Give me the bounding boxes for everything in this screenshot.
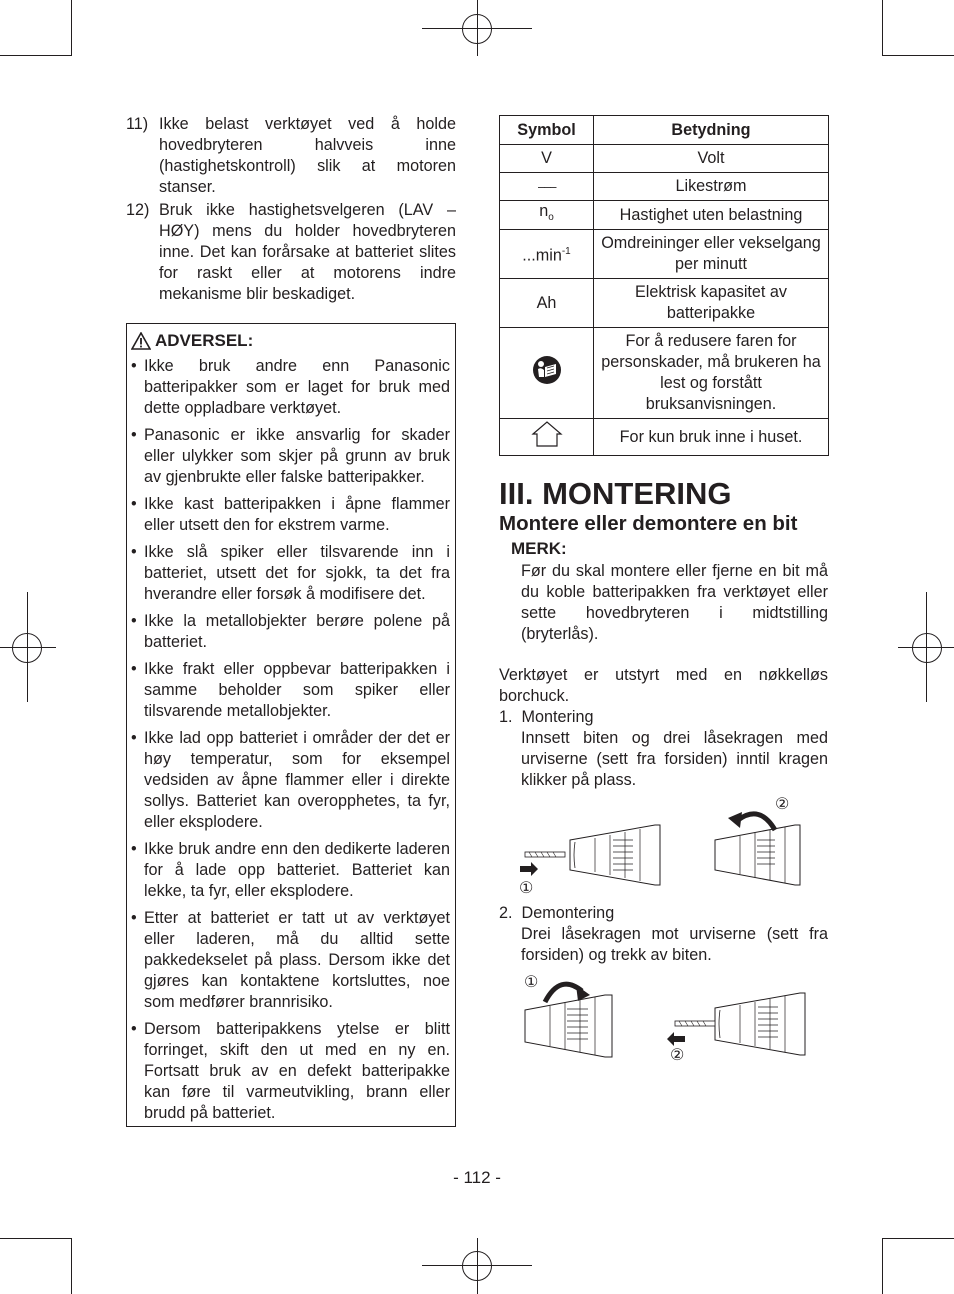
table-row: [500, 145, 829, 173]
bullet-text: Ikke lad opp batteriet i områder der det er høy temperatur, som for eksempel vedsiden av åpne flammer eller i direkte sollys. Batteriet kan overopphetes, ta fyr, eller eksplodere.: [144, 729, 450, 831]
bullet-dot: •: [131, 357, 137, 375]
warning-bullet: [131, 611, 450, 653]
symbol-superscript: -1: [561, 246, 571, 258]
warning-bullet: [131, 659, 450, 722]
bullet-text: Ikke bruk andre enn den dedikerte laderen for å lade opp batteriet. Batteriet kan lekke, ta fyr, eller eksplodere.: [144, 840, 450, 900]
crop-mark: [71, 0, 72, 56]
crop-mark: [71, 1238, 72, 1294]
meaning-cell: Volt: [594, 145, 829, 173]
step-number: 1.: [499, 708, 513, 726]
table-row: [500, 419, 829, 456]
marker-one: ①: [519, 880, 534, 897]
item-number: 12): [126, 201, 150, 219]
meaning-cell: Likestrøm: [594, 173, 829, 201]
meaning-cell: Hastighet uten belastning: [594, 201, 829, 230]
symbol-text: n: [539, 202, 549, 221]
note-label: MERK:: [511, 539, 567, 558]
bullet-text: Etter at batteriet er tatt ut av verktøyet eller laderen, må du alltid sette pakkedekselet på plass. Dersom ikke det gjøres kan kontaktene kortsluttes, noe som medfører brannrisiko.: [144, 909, 450, 1011]
crop-mark: [882, 0, 883, 56]
registration-mark: [912, 633, 942, 663]
read-manual-icon: [532, 355, 562, 385]
bullet-text: Ikke slå spiker eller tilsvarende inn i batteriet, utsett det for sjokk, ta det fra hverandre eller forsøk å modifisere det.: [144, 543, 450, 603]
section-title: III. MONTERING: [499, 476, 732, 511]
numbered-list: [126, 114, 456, 305]
symbol-cell: [500, 201, 594, 230]
symbol-cell: Ah: [500, 279, 594, 328]
chuck-rotate-clockwise-illustration: [700, 800, 810, 890]
table-header: Symbol: [500, 116, 594, 145]
step-title: Demontering: [521, 904, 615, 922]
step-text: Innsett biten og drei låsekragen med urviserne (sett fra forsiden) inntil kragen klikker på plass.: [521, 729, 828, 789]
crop-mark: [882, 1238, 954, 1239]
table-header: Betydning: [594, 116, 829, 145]
warning-bullet: [131, 728, 450, 833]
table-row: [500, 279, 829, 328]
bullet-dot: •: [131, 909, 137, 927]
crop-mark: [882, 1238, 883, 1294]
table-row: [500, 230, 829, 279]
crop-mark: [0, 55, 72, 56]
crop-mark: [477, 1238, 478, 1294]
warning-title: [131, 330, 450, 351]
step-1: [499, 707, 828, 791]
symbol-cell: [500, 328, 594, 419]
table-row: [500, 328, 829, 419]
warning-bullet: [131, 356, 450, 419]
bullet-text: Dersom batteripakkens ytelse er blitt forringet, skift den ut med en ny en. Fortsatt bruk av en defekt batteripakke kan føre til varmeutvikling, brann eller brudd på batteriet.: [144, 1020, 450, 1122]
warning-bullet: [131, 542, 450, 605]
warning-bullet: [131, 1019, 450, 1124]
symbol-subscript: o: [548, 212, 554, 224]
marker-two: ②: [670, 1047, 685, 1064]
crop-mark: [27, 592, 28, 702]
warning-bullet: [131, 839, 450, 902]
symbol-cell: [500, 230, 594, 279]
step-title: Montering: [521, 708, 594, 726]
list-item: [126, 114, 456, 198]
bullet-text: Panasonic er ikke ansvarlig for skader eller ulykker som skjer på grunn av bruk av gjenbrukte eller falske batteripakker.: [144, 426, 450, 486]
section-subtitle: Montere eller demontere en bit: [499, 512, 798, 535]
meaning-cell: For å redusere faren for personskader, må brukeren ha lest og forstått bruksanvisningen.: [594, 328, 829, 419]
bullet-dot: •: [131, 840, 137, 858]
bullet-text: Ikke kast batteripakken i åpne flammer eller utsett den for ekstrem varme.: [144, 495, 450, 534]
warning-bullets: [131, 356, 450, 1124]
meaning-cell: Omdreininger eller vekselgang per minutt: [594, 230, 829, 279]
symbol-text: ...min: [522, 246, 562, 265]
bullet-dot: •: [131, 729, 137, 747]
step-number: 2.: [499, 904, 513, 922]
bullet-dot: •: [131, 1020, 137, 1038]
warning-bullet: [131, 908, 450, 1013]
bullet-text: Ikke la metallobjekter berøre polene på batteriet.: [144, 612, 450, 651]
crop-mark: [882, 55, 954, 56]
warning-bullet: [131, 425, 450, 488]
crop-mark: [477, 0, 478, 56]
marker-one: ①: [524, 974, 539, 991]
symbol-table: [499, 115, 829, 456]
meaning-cell: Elektrisk kapasitet av batteripakke: [594, 279, 829, 328]
bullet-dot: •: [131, 543, 137, 561]
bullet-dot: •: [131, 660, 137, 678]
bullet-text: Ikke bruk andre enn Panasonic batteripakker som er laget for bruk med dette oppladbare verktøyet.: [144, 357, 450, 417]
dc-symbol: ———: [537, 179, 556, 194]
bullet-dot: •: [131, 612, 137, 630]
warning-triangle-icon: [131, 332, 151, 350]
meaning-cell: For kun bruk inne i huset.: [594, 419, 829, 456]
symbol-cell: [500, 173, 594, 201]
note-text: Før du skal montere eller fjerne en bit må du koble batteripakken fra verktøyet eller sette hovedbryteren i midtstilling (bryterlås).: [521, 562, 828, 643]
page-number: - 112 -: [453, 1168, 501, 1187]
list-item: [126, 200, 456, 305]
table-row: [500, 173, 829, 201]
chuck-insert-illustration: [515, 820, 665, 890]
bullet-text: Ikke frakt eller oppbevar batteripakken i samme beholder som spiker eller tilsvarende metallobjekter.: [144, 660, 450, 720]
table-row: [500, 201, 829, 230]
crop-mark: [0, 647, 56, 648]
crop-mark: [0, 1238, 72, 1239]
warning-bullet: [131, 494, 450, 536]
intro-text: Verktøyet er utstyrt med en nøkkelløs borchuck.: [499, 666, 828, 705]
bullet-dot: •: [131, 495, 137, 513]
step-2: [499, 903, 828, 966]
item-text: Bruk ikke hastighetsvelgeren (LAV – HØY) mens du holder hovedbryteren inne. Det kan forårsake at batteriet slites for raskt eller at motorens indre mekanisme blir beskadiget.: [159, 201, 456, 303]
warning-box: [126, 323, 456, 1127]
item-number: 11): [126, 115, 149, 133]
house-icon: [531, 420, 563, 448]
marker-two: ②: [775, 796, 790, 813]
step-text: Drei låsekragen mot urviserne (sett fra forsiden) og trekk av biten.: [521, 925, 828, 964]
crop-mark: [926, 592, 927, 702]
warning-title-text: ADVERSEL:: [155, 331, 254, 350]
bullet-dot: •: [131, 426, 137, 444]
item-text: Ikke belast verktøyet ved å holde hovedbryteren halvveis inne (hastighetskontroll) slik at motoren stanser.: [159, 115, 456, 196]
symbol-cell: V: [500, 145, 594, 173]
symbol-cell: [500, 419, 594, 456]
